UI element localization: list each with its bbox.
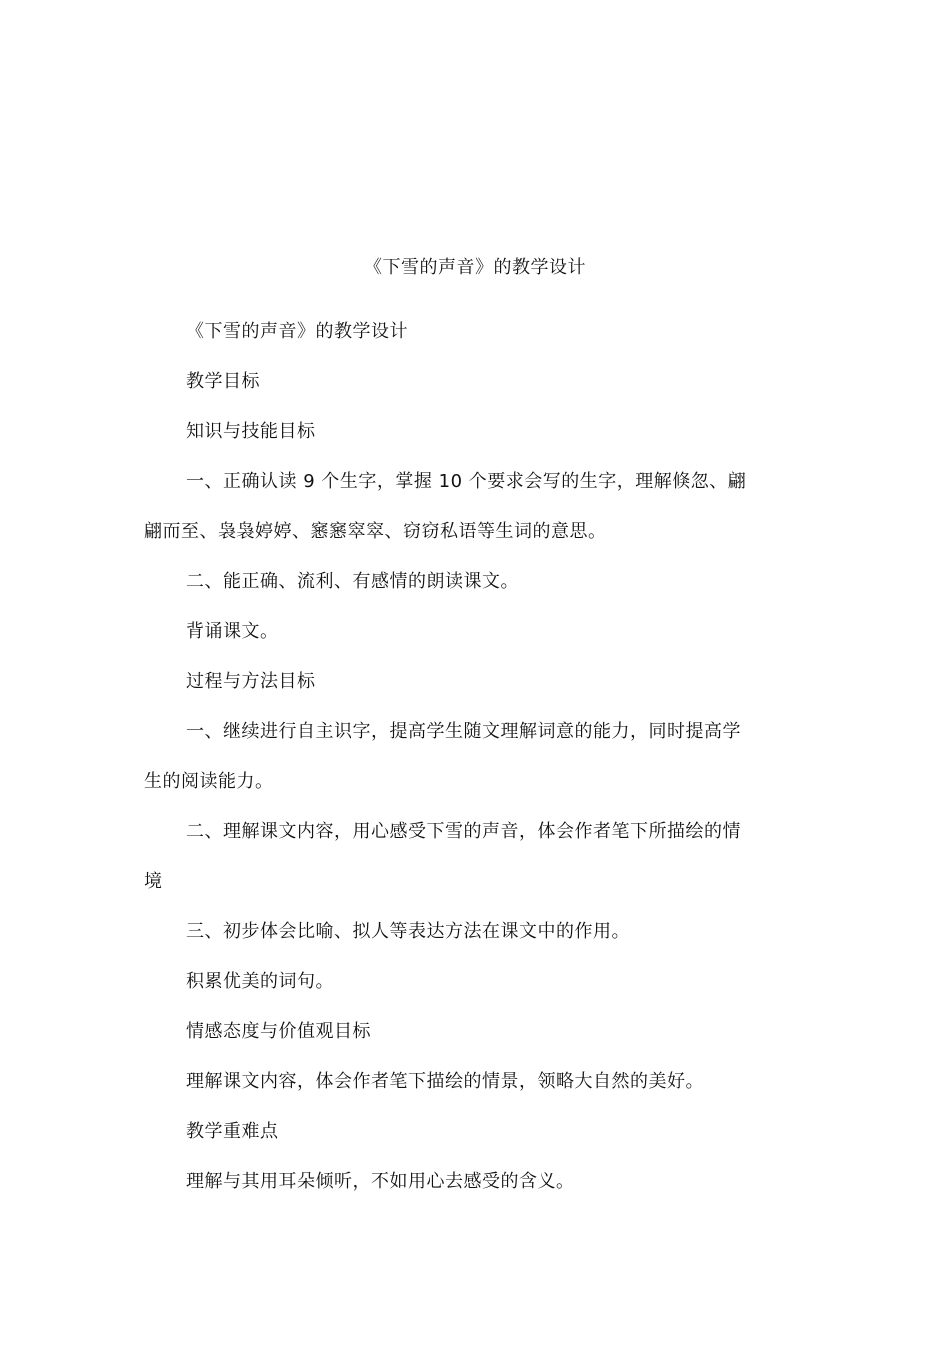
paragraph-line: 三、初步体会比喻、拟人等表达方法在课文中的作用。 [186,921,630,942]
paragraph-line: 理解课文内容，体会作者笔下描绘的情景，领略大自然的美好。 [186,1071,704,1092]
subtitle-line: 《下雪的声音》的教学设计 [186,321,408,342]
paragraph-line: 二、能正确、流利、有感情的朗读课文。 [186,571,519,592]
paragraph-line: 一、正确认读 9 个生字，掌握 10 个要求会写的生字，理解倏忽、翩 [186,471,747,492]
paragraph-line: 二、理解课文内容，用心感受下雪的声音，体会作者笔下所描绘的情 [186,821,741,842]
section-heading-teaching-goals: 教学目标 [186,371,260,392]
subsection-heading-knowledge-skills: 知识与技能目标 [186,421,316,442]
paragraph-line: 背诵课文。 [186,621,279,642]
subsection-heading-process-methods: 过程与方法目标 [186,671,316,692]
paragraph-line: 积累优美的词句。 [186,971,334,992]
document-title: 《下雪的声音》的教学设计 [364,257,586,278]
subsection-heading-emotion-values: 情感态度与价值观目标 [186,1021,371,1042]
paragraph-line: 一、继续进行自主识字，提高学生随文理解词意的能力，同时提高学 [186,721,741,742]
paragraph-line: 翩而至、袅袅婷婷、窸窸窣窣、窃窃私语等生词的意思。 [144,521,607,542]
section-heading-key-difficulties: 教学重难点 [186,1121,279,1142]
paragraph-line: 生的阅读能力。 [144,771,274,792]
paragraph-line: 境 [144,871,163,892]
paragraph-line: 理解与其用耳朵倾听，不如用心去感受的含义。 [186,1171,575,1192]
